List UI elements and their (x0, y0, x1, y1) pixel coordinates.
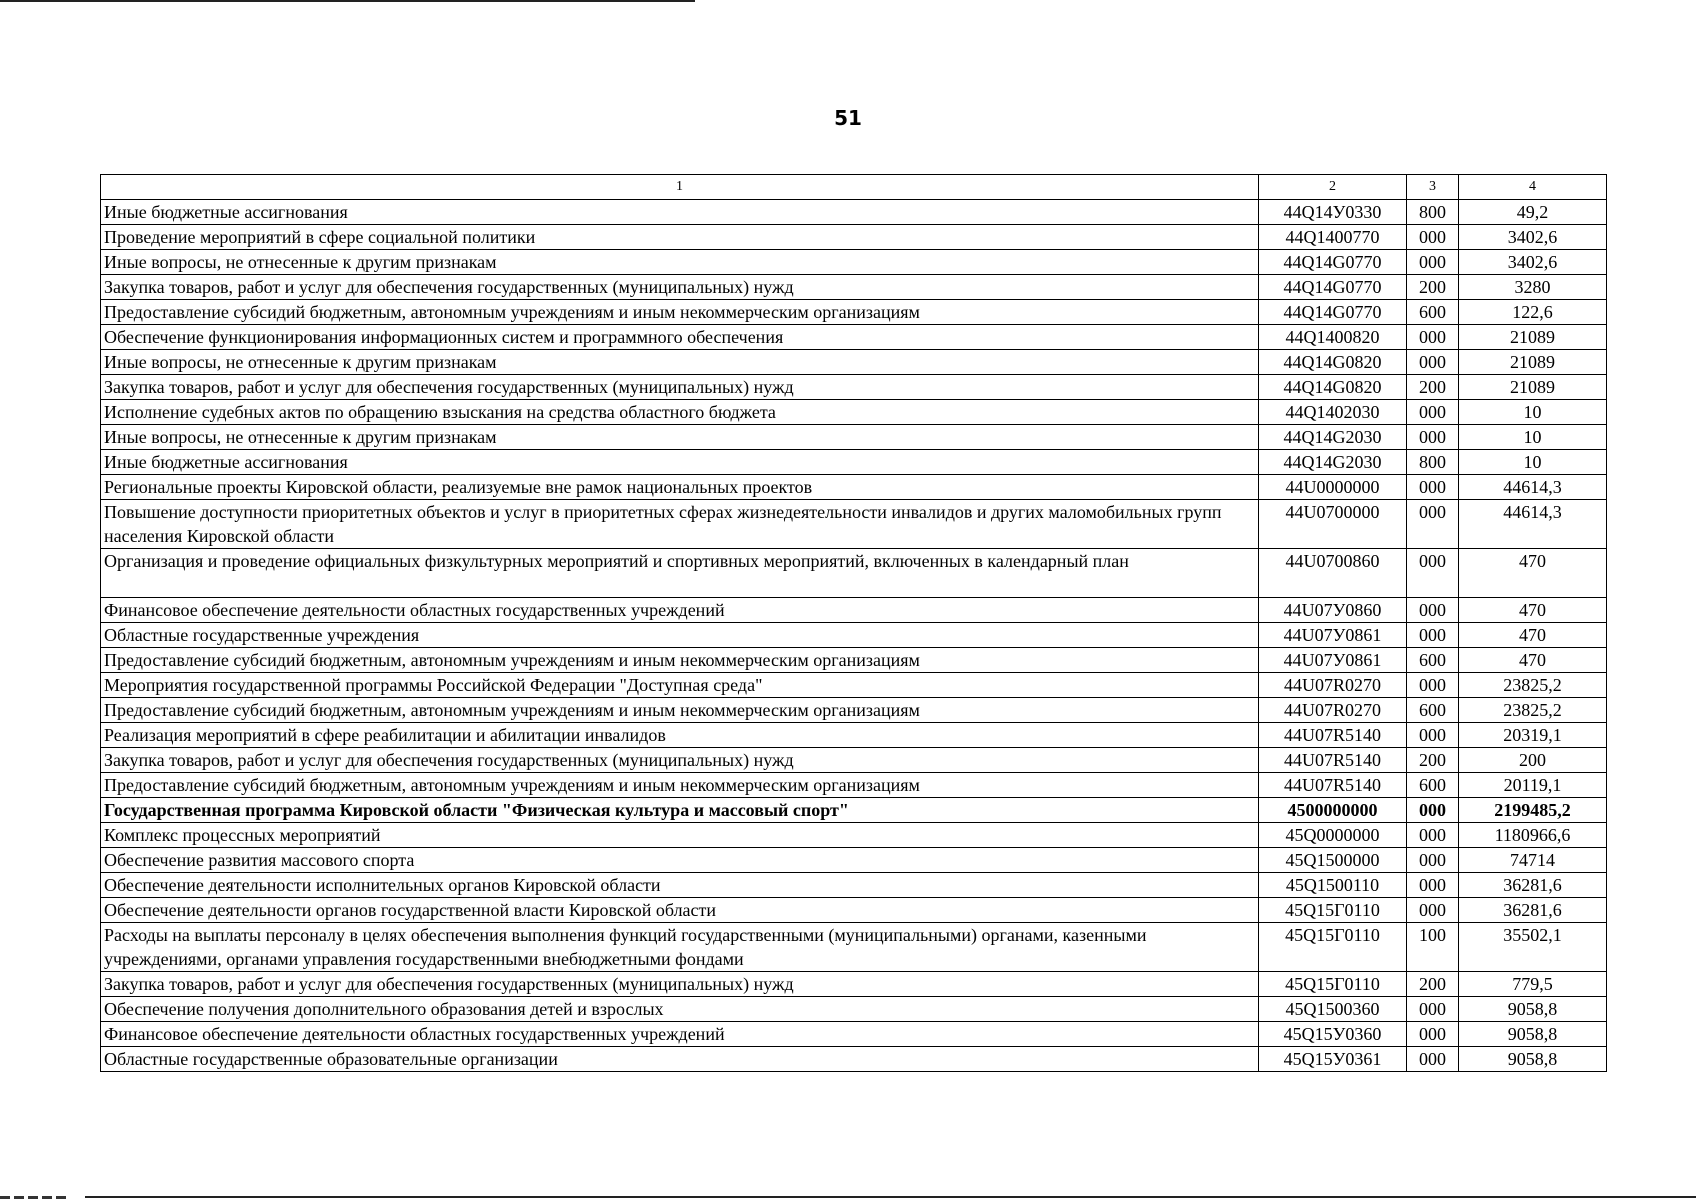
row-amount-cell: 49,2 (1459, 200, 1607, 225)
row-type-cell: 000 (1407, 1047, 1459, 1072)
row-name-cell: Расходы на выплаты персоналу в целях обеспечения выполнения функций государственными (муниципальными) органами, казенными учреждениями, органами управления государственными внебюджетными фондами (101, 923, 1259, 972)
row-type-cell: 800 (1407, 200, 1459, 225)
row-name-cell: Закупка товаров, работ и услуг для обеспечения государственных (муниципальных) нужд (101, 375, 1259, 400)
row-name-cell: Исполнение судебных актов по обращению взыскания на средства областного бюджета (101, 400, 1259, 425)
row-code-cell: 44Q14G2030 (1259, 450, 1407, 475)
row-code-cell: 45Q15Г0110 (1259, 898, 1407, 923)
row-type-cell: 000 (1407, 425, 1459, 450)
table-row (101, 623, 1607, 648)
row-amount-cell: 470 (1459, 648, 1607, 673)
table-row (101, 598, 1607, 623)
row-name-cell: Комплекс процессных мероприятий (101, 823, 1259, 848)
table-row (101, 375, 1607, 400)
row-code-cell: 44U07R0270 (1259, 698, 1407, 723)
row-name-cell: Обеспечение функционирования информационных систем и программного обеспечения (101, 325, 1259, 350)
row-name-cell: Обеспечение развития массового спорта (101, 848, 1259, 873)
budget-table (100, 174, 1607, 1072)
row-amount-cell: 36281,6 (1459, 898, 1607, 923)
table-row (101, 1022, 1607, 1047)
scan-border-bottom (85, 1196, 1696, 1198)
row-code-cell: 45Q15У0360 (1259, 1022, 1407, 1047)
row-name-cell: Областные государственные образовательные организации (101, 1047, 1259, 1072)
table-row (101, 648, 1607, 673)
row-amount-cell: 10 (1459, 400, 1607, 425)
table-header-row (101, 175, 1607, 200)
row-type-cell: 000 (1407, 1022, 1459, 1047)
row-type-cell: 600 (1407, 300, 1459, 325)
row-type-cell: 000 (1407, 848, 1459, 873)
table-row (101, 450, 1607, 475)
row-code-cell: 44U07R0270 (1259, 673, 1407, 698)
table-row (101, 723, 1607, 748)
row-type-cell: 000 (1407, 898, 1459, 923)
row-type-cell: 000 (1407, 598, 1459, 623)
row-amount-cell: 23825,2 (1459, 673, 1607, 698)
row-name-cell: Закупка товаров, работ и услуг для обеспечения государственных (муниципальных) нужд (101, 972, 1259, 997)
row-code-cell: 44Q1400820 (1259, 325, 1407, 350)
row-amount-cell: 9058,8 (1459, 1047, 1607, 1072)
row-code-cell: 45Q15Г0110 (1259, 972, 1407, 997)
row-type-cell: 000 (1407, 549, 1459, 598)
row-amount-cell: 3402,6 (1459, 225, 1607, 250)
table-row (101, 250, 1607, 275)
row-code-cell: 44Q14G2030 (1259, 425, 1407, 450)
table-row (101, 898, 1607, 923)
row-amount-cell: 200 (1459, 748, 1607, 773)
row-code-cell: 45Q1500110 (1259, 873, 1407, 898)
row-type-cell: 600 (1407, 773, 1459, 798)
row-name-cell: Проведение мероприятий в сфере социальной политики (101, 225, 1259, 250)
row-type-cell: 000 (1407, 623, 1459, 648)
row-code-cell: 44Q14G0770 (1259, 300, 1407, 325)
table-row (101, 972, 1607, 997)
row-type-cell: 200 (1407, 972, 1459, 997)
row-name-cell: Государственная программа Кировской области "Физическая культура и массовый спорт" (101, 798, 1259, 823)
row-name-cell: Иные вопросы, не отнесенные к другим признакам (101, 425, 1259, 450)
table-row (101, 225, 1607, 250)
row-code-cell: 44U07R5140 (1259, 773, 1407, 798)
page-number: 51 (834, 106, 862, 130)
row-name-cell: Закупка товаров, работ и услуг для обеспечения государственных (муниципальных) нужд (101, 748, 1259, 773)
row-amount-cell: 21089 (1459, 375, 1607, 400)
row-name-cell: Организация и проведение официальных физкультурных мероприятий и спортивных мероприятий, включенных в календарный план (101, 549, 1259, 598)
table-row (101, 997, 1607, 1022)
row-amount-cell: 21089 (1459, 350, 1607, 375)
row-code-cell: 44U0000000 (1259, 475, 1407, 500)
row-amount-cell: 3280 (1459, 275, 1607, 300)
row-name-cell: Областные государственные учреждения (101, 623, 1259, 648)
row-code-cell: 44U07У0860 (1259, 598, 1407, 623)
table-row (101, 848, 1607, 873)
row-name-cell: Региональные проекты Кировской области, реализуемые вне рамок национальных проектов (101, 475, 1259, 500)
row-code-cell: 44U07У0861 (1259, 648, 1407, 673)
row-code-cell: 44U0700000 (1259, 500, 1407, 549)
table-row (101, 549, 1607, 598)
row-type-cell: 600 (1407, 698, 1459, 723)
row-name-cell: Финансовое обеспечение деятельности областных государственных учреждений (101, 598, 1259, 623)
row-amount-cell: 9058,8 (1459, 997, 1607, 1022)
row-amount-cell: 122,6 (1459, 300, 1607, 325)
table-row (101, 400, 1607, 425)
row-type-cell: 000 (1407, 350, 1459, 375)
row-amount-cell: 44614,3 (1459, 475, 1607, 500)
row-type-cell: 600 (1407, 648, 1459, 673)
row-type-cell: 000 (1407, 723, 1459, 748)
row-code-cell: 44U07R5140 (1259, 748, 1407, 773)
header-col-1: 1 (101, 175, 1259, 200)
row-type-cell: 000 (1407, 997, 1459, 1022)
row-amount-cell: 470 (1459, 549, 1607, 598)
row-amount-cell: 2199485,2 (1459, 798, 1607, 823)
row-amount-cell: 21089 (1459, 325, 1607, 350)
header-col-4: 4 (1459, 175, 1607, 200)
row-code-cell: 44Q1402030 (1259, 400, 1407, 425)
table-row (101, 873, 1607, 898)
row-amount-cell: 470 (1459, 623, 1607, 648)
table-row (101, 773, 1607, 798)
row-amount-cell: 470 (1459, 598, 1607, 623)
row-type-cell: 000 (1407, 400, 1459, 425)
row-name-cell: Иные вопросы, не отнесенные к другим признакам (101, 350, 1259, 375)
row-amount-cell: 9058,8 (1459, 1022, 1607, 1047)
row-type-cell: 000 (1407, 475, 1459, 500)
table-row (101, 673, 1607, 698)
row-type-cell: 200 (1407, 375, 1459, 400)
table-row (101, 698, 1607, 723)
row-name-cell: Иные вопросы, не отнесенные к другим признакам (101, 250, 1259, 275)
table-row (101, 923, 1607, 972)
row-code-cell: 44Q14У0330 (1259, 200, 1407, 225)
table-row (101, 325, 1607, 350)
row-amount-cell: 44614,3 (1459, 500, 1607, 549)
row-name-cell: Предоставление субсидий бюджетным, автономным учреждениям и иным некоммерческим организациям (101, 648, 1259, 673)
row-amount-cell: 10 (1459, 425, 1607, 450)
row-amount-cell: 10 (1459, 450, 1607, 475)
row-name-cell: Иные бюджетные ассигнования (101, 200, 1259, 225)
row-name-cell: Закупка товаров, работ и услуг для обеспечения государственных (муниципальных) нужд (101, 275, 1259, 300)
row-code-cell: 44Q14G0820 (1259, 350, 1407, 375)
row-code-cell: 44U07У0861 (1259, 623, 1407, 648)
row-name-cell: Предоставление субсидий бюджетным, автономным учреждениям и иным некоммерческим организациям (101, 300, 1259, 325)
row-type-cell: 000 (1407, 250, 1459, 275)
table-row (101, 475, 1607, 500)
table-body (101, 200, 1607, 1072)
table-row (101, 275, 1607, 300)
row-amount-cell: 779,5 (1459, 972, 1607, 997)
row-amount-cell: 35502,1 (1459, 923, 1607, 972)
row-type-cell: 100 (1407, 923, 1459, 972)
row-type-cell: 200 (1407, 275, 1459, 300)
row-name-cell: Финансовое обеспечение деятельности областных государственных учреждений (101, 1022, 1259, 1047)
row-amount-cell: 3402,6 (1459, 250, 1607, 275)
row-type-cell: 000 (1407, 823, 1459, 848)
row-type-cell: 000 (1407, 873, 1459, 898)
row-type-cell: 000 (1407, 798, 1459, 823)
row-type-cell: 200 (1407, 748, 1459, 773)
row-type-cell: 000 (1407, 500, 1459, 549)
row-code-cell: 44U07R5140 (1259, 723, 1407, 748)
row-amount-cell: 1180966,6 (1459, 823, 1607, 848)
row-name-cell: Реализация мероприятий в сфере реабилитации и абилитации инвалидов (101, 723, 1259, 748)
row-amount-cell: 36281,6 (1459, 873, 1607, 898)
row-name-cell: Мероприятия государственной программы Российской Федерации "Доступная среда" (101, 673, 1259, 698)
row-code-cell: 44Q14G0820 (1259, 375, 1407, 400)
row-code-cell: 45Q1500360 (1259, 997, 1407, 1022)
row-name-cell: Предоставление субсидий бюджетным, автономным учреждениям и иным некоммерческим организациям (101, 773, 1259, 798)
row-code-cell: 44U0700860 (1259, 549, 1407, 598)
row-amount-cell: 20319,1 (1459, 723, 1607, 748)
row-code-cell: 4500000000 (1259, 798, 1407, 823)
row-type-cell: 000 (1407, 325, 1459, 350)
table-row (101, 425, 1607, 450)
row-type-cell: 000 (1407, 225, 1459, 250)
row-code-cell: 44Q14G0770 (1259, 250, 1407, 275)
table-row (101, 200, 1607, 225)
table-row (101, 798, 1607, 823)
scan-mark-bottom-left (0, 1196, 70, 1199)
table-row (101, 500, 1607, 549)
row-name-cell: Обеспечение получения дополнительного образования детей и взрослых (101, 997, 1259, 1022)
table-row (101, 350, 1607, 375)
scan-border-top (0, 0, 695, 2)
row-code-cell: 45Q15У0361 (1259, 1047, 1407, 1072)
row-name-cell: Предоставление субсидий бюджетным, автономным учреждениям и иным некоммерческим организациям (101, 698, 1259, 723)
table-row (101, 823, 1607, 848)
row-amount-cell: 23825,2 (1459, 698, 1607, 723)
row-amount-cell: 20119,1 (1459, 773, 1607, 798)
row-code-cell: 44Q1400770 (1259, 225, 1407, 250)
row-name-cell: Иные бюджетные ассигнования (101, 450, 1259, 475)
row-code-cell: 44Q14G0770 (1259, 275, 1407, 300)
row-type-cell: 800 (1407, 450, 1459, 475)
table-row (101, 748, 1607, 773)
row-code-cell: 45Q1500000 (1259, 848, 1407, 873)
row-name-cell: Повышение доступности приоритетных объектов и услуг в приоритетных сферах жизнедеятельности инвалидов и других маломобильных групп населения Кировской области (101, 500, 1259, 549)
row-code-cell: 45Q0000000 (1259, 823, 1407, 848)
row-name-cell: Обеспечение деятельности исполнительных органов Кировской области (101, 873, 1259, 898)
row-amount-cell: 74714 (1459, 848, 1607, 873)
header-col-2: 2 (1259, 175, 1407, 200)
header-col-3: 3 (1407, 175, 1459, 200)
table-row (101, 300, 1607, 325)
row-code-cell: 45Q15Г0110 (1259, 923, 1407, 972)
row-type-cell: 000 (1407, 673, 1459, 698)
table-row (101, 1047, 1607, 1072)
row-name-cell: Обеспечение деятельности органов государственной власти Кировской области (101, 898, 1259, 923)
